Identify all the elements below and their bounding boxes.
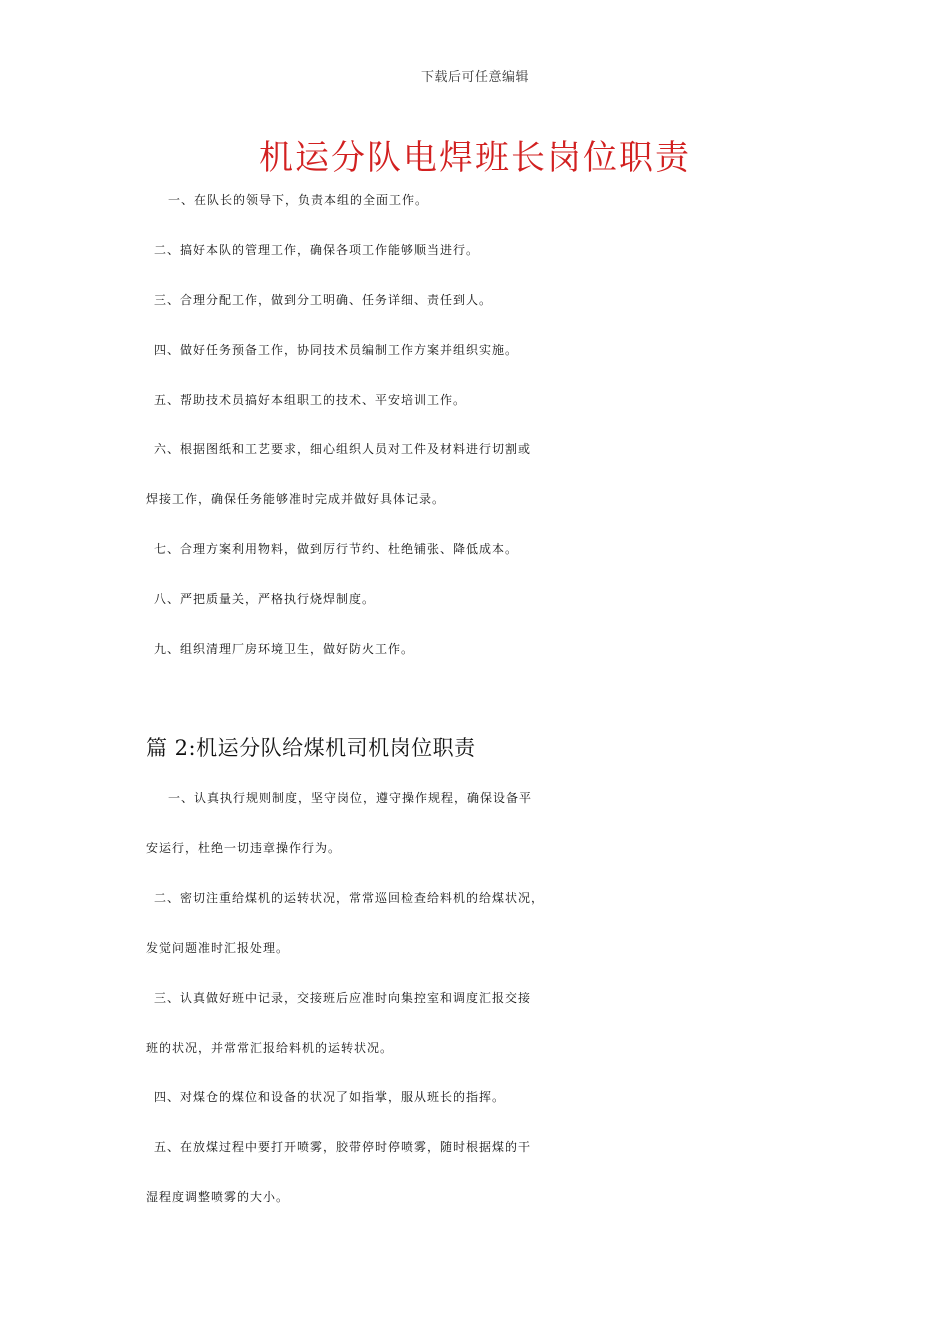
duty-line: 三、合理分配工作，做到分工明确、任务详细、责任到人。 [154, 293, 493, 307]
duty-line: 九、组织清理厂房环境卫生，做好防火工作。 [154, 642, 415, 656]
duty-line: 湿程度调整喷雾的大小。 [146, 1190, 290, 1204]
duty-line: 五、帮助技术员搞好本组职工的技术、平安培训工作。 [154, 393, 467, 407]
duty-line: 一、认真执行规则制度，坚守岗位，遵守操作规程，确保设备平 [168, 791, 533, 805]
document-title: 机运分队电焊班长岗位职责 [259, 138, 691, 178]
duty-line: 五、在放煤过程中要打开喷雾，胶带停时停喷雾，随时根据煤的干 [154, 1140, 532, 1154]
duty-line: 二、搞好本队的管理工作，确保各项工作能够顺当进行。 [154, 243, 480, 257]
duty-line: 焊接工作，确保任务能够准时完成并做好具体记录。 [146, 492, 446, 506]
duty-line: 一、在队长的领导下，负责本组的全面工作。 [168, 193, 429, 207]
section-title: 篇 2:机运分队给煤机司机岗位职责 [146, 736, 476, 760]
duty-line: 四、做好任务预备工作，协同技术员编制工作方案并组织实施。 [154, 343, 519, 357]
page-header-note: 下载后可任意编辑 [420, 70, 529, 85]
duty-line: 三、认真做好班中记录，交接班后应准时向集控室和调度汇报交接 [154, 991, 532, 1005]
duty-line: 八、严把质量关，严格执行烧焊制度。 [154, 592, 376, 606]
duty-line: 班的状况，并常常汇报给料机的运转状况。 [146, 1041, 394, 1055]
duty-line: 七、合理方案利用物料，做到厉行节约、杜绝铺张、降低成本。 [154, 542, 519, 556]
duty-line: 四、对煤仓的煤位和设备的状况了如指掌，服从班长的指挥。 [154, 1090, 506, 1104]
duty-line: 二、密切注重给煤机的运转状况，常常巡回检查给料机的给煤状况， [154, 891, 545, 905]
duty-line: 发觉问题准时汇报处理。 [146, 941, 290, 955]
duty-line: 安运行，杜绝一切违章操作行为。 [146, 841, 342, 855]
duty-line: 六、根据图纸和工艺要求，细心组织人员对工件及材料进行切割或 [154, 442, 532, 456]
